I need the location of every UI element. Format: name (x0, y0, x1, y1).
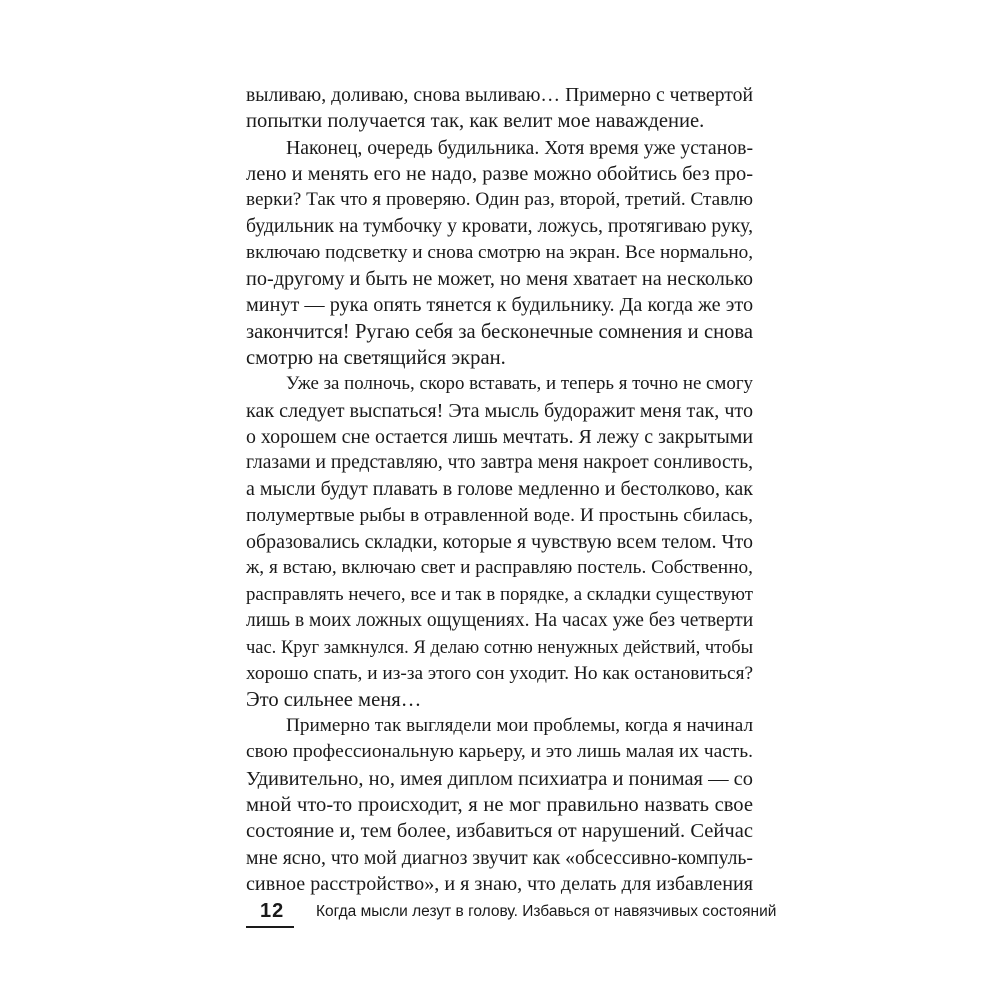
text-line: по-другому и быть не может, но меня хватает на несколько (246, 268, 754, 291)
text-line: верки? Так что я проверяю. Один раз, второй, третий. Ставлю (246, 189, 753, 211)
text-line: глазами и представляю, что завтра меня накроет сонливость, (246, 452, 753, 474)
text-line: попытки получается так, как велит мое наваждение. (246, 110, 705, 133)
text-line: хорошо спать, и из-за этого сон уходит. Но как остановиться? (246, 662, 754, 684)
text-line: минут — рука опять тянется к будильнику. Да когда же это (246, 294, 754, 317)
text-line: смотрю на светящийся экран. (246, 346, 506, 369)
text-line: Это сильнее меня… (246, 688, 422, 711)
text-line: будильник на тумбочку у кровати, ложусь, протягиваю руку, (246, 215, 753, 238)
text-line: Удивительно, но, имея диплом психиатра и понимая — со (246, 767, 753, 790)
page-number: 12 (260, 900, 285, 922)
running-title: Когда мысли лезут в голову. Избавься от навязчивых состояний (316, 903, 777, 920)
text-line: о хорошем сне остается лишь мечтать. Я лежу с закрытыми (246, 425, 753, 448)
text-line: как следует выспаться! Эта мысль будоражит меня так, что (246, 399, 753, 422)
text-line: сивное расстройство», и я знаю, что делать для избавления (246, 872, 754, 895)
text-line: лено и менять его не надо, разве можно обойтись без про- (246, 162, 754, 185)
text-line: мне ясно, что мой диагноз звучит как «обсессивно-компуль- (246, 846, 753, 869)
book-page-text (246, 82, 753, 897)
text-line: Наконец, очередь будильника. Хотя время уже установ- (286, 136, 754, 159)
text-line: лишь в моих ложных ощущениях. На часах уже без четверти (246, 609, 754, 631)
text-line: свою профессиональную карьеру, и это лишь малая их часть. (246, 741, 753, 763)
text-line: Уже за полночь, скоро вставать, и теперь я точно не смогу (286, 373, 753, 395)
text-line: закончится! Ругаю себя за бесконечные сомнения и снова (246, 320, 753, 343)
page-number-underline (246, 926, 294, 928)
text-line: выливаю, доливаю, снова выливаю… Примерно с четвертой (246, 84, 753, 106)
text-line: состояние и, тем более, избавиться от нарушений. Сейчас (246, 820, 753, 843)
text-line: ж, я встаю, включаю свет и расправляю постель. Собственно, (246, 557, 753, 579)
text-line: расправлять нечего, все и так в порядке, а складки существуют (246, 583, 753, 605)
text-line: образовались складки, которые я чувствую всем телом. Что (246, 531, 753, 554)
text-line: полумертвые рыбы в отравленной воде. И простынь сбилась, (246, 504, 753, 526)
text-line: Примерно так выглядели мои проблемы, когда я начинал (286, 715, 754, 737)
page-footer (246, 900, 777, 930)
text-line: мной что-то происходит, я не мог правильно назвать свое (246, 794, 753, 817)
text-line: а мысли будут плавать в голове медленно и бестолково, как (246, 478, 753, 501)
text-line: час. Круг замкнулся. Я делаю сотню ненужных действий, чтобы (246, 637, 753, 658)
text-line: включаю подсветку и снова смотрю на экран. Все нормально, (246, 241, 754, 263)
